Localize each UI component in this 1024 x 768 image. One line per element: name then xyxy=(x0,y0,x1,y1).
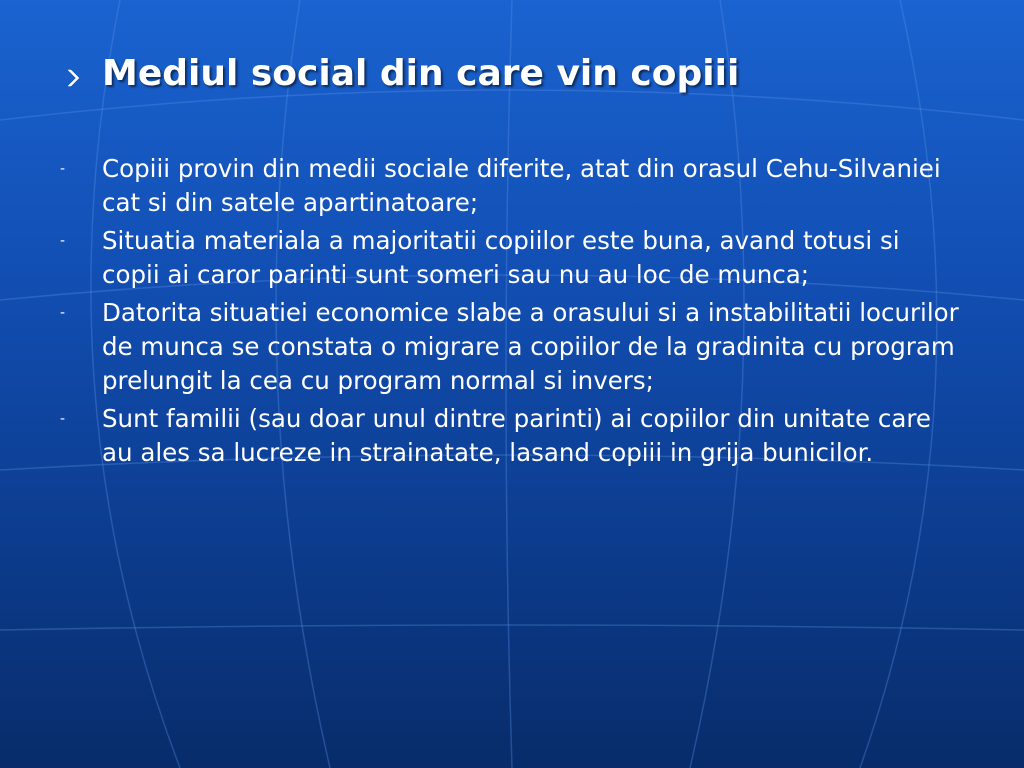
slide-title-row xyxy=(64,48,984,104)
dash-bullet-marker: - xyxy=(60,305,66,321)
dash-bullet-marker: - xyxy=(60,411,66,427)
list-item xyxy=(60,402,960,470)
list-item xyxy=(60,296,960,398)
arrow-bullet-icon xyxy=(64,68,84,88)
list-item xyxy=(60,224,960,292)
dash-bullet-marker: - xyxy=(60,161,66,177)
list-item-text: Datorita situatiei economice slabe a orasului si a instabilitatii locurilor de munca se constata o migrare a copiilor de la gradinita cu program prelungit la cea cu program normal si invers; xyxy=(102,298,959,395)
list-item-text: Situatia materiala a majoritatii copiilor este buna, avand totusi si copii ai caror parinti sunt someri sau nu au loc de munca; xyxy=(102,226,900,289)
bullet-list xyxy=(60,152,960,474)
dash-bullet-marker: - xyxy=(60,233,66,249)
list-item xyxy=(60,152,960,220)
list-item-text: Sunt familii (sau doar unul dintre parinti) ai copiilor din unitate care au ales sa lucreze in strainatate, lasand copiii in grija bunicilor. xyxy=(102,404,931,467)
slide-title: Mediul social din care vin copiii xyxy=(102,53,740,94)
list-item-text: Copiii provin din medii sociale diferite, atat din orasul Cehu-Silvaniei cat si din satele apartinatoare; xyxy=(102,154,941,217)
